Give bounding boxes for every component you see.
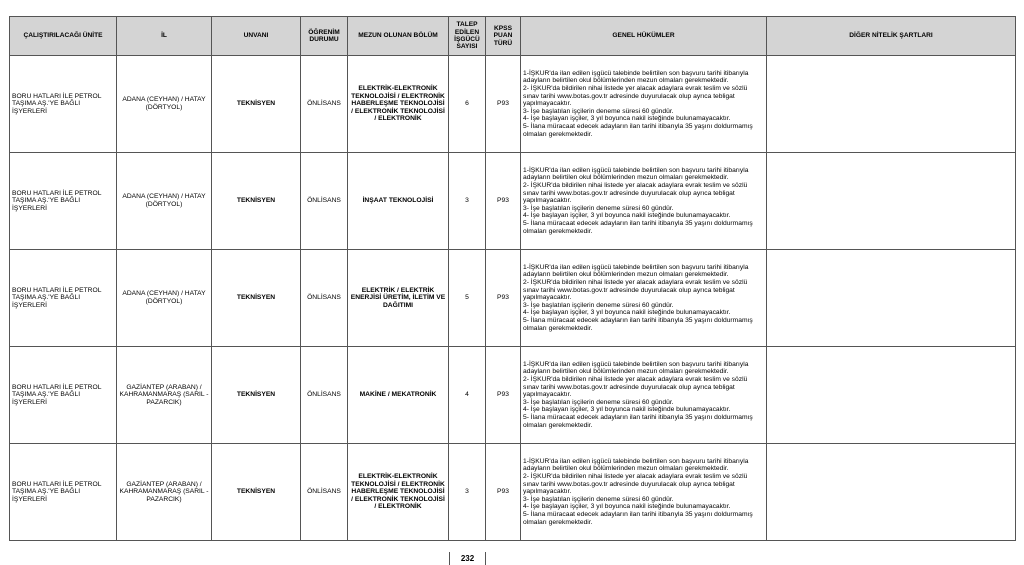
other-requirements-cell <box>767 153 1016 250</box>
count-cell: 6 <box>449 56 486 153</box>
unit-cell: BORU HATLARI İLE PETROL TAŞIMA AŞ.'YE BAĞLI İŞYERLERİ <box>10 153 117 250</box>
rule-item: 2- İŞKUR'da bildirilen nihai listede yer alacak adaylara evrak teslim ve sözlü sınav tarihi www.botas.gov.tr adresinde duyurulacak olup ayrıca tebligat yapılmayacaktır. <box>523 85 748 108</box>
education-cell: ÖNLİSANS <box>301 444 348 541</box>
rule-item: 1-İŞKUR'da ilan edilen işgücü talebinde belirtilen son başvuru tarihi itibarıyla adayların belirtilen okul bölümlerinden mezun olmaları gerekmektedir. <box>523 263 749 279</box>
rule-item: 1-İŞKUR'da ilan edilen işgücü talebinde belirtilen son başvuru tarihi itibarıyla adayların belirtilen okul bölümlerinden mezun olmaları gerekmektedir. <box>523 457 749 473</box>
department-cell: MAKİNE / MEKATRONİK <box>348 347 449 444</box>
unit-cell: BORU HATLARI İLE PETROL TAŞIMA AŞ.'YE BAĞLI İŞYERLERİ <box>10 347 117 444</box>
rule-item: 5- İlana müracaat edecek adayların ilan tarihi itibarıyla 35 yaşını doldurmamış olmaları gerekmektedir. <box>523 316 753 332</box>
education-cell: ÖNLİSANS <box>301 347 348 444</box>
department-cell: ELEKTRİK-ELEKTRONİK TEKNOLOJİSİ / ELEKTRONİK HABERLEŞME TEKNOLOJİSİ / ELEKTRONİK TEKNOLOJİSİ / ELEKTRONİK <box>348 56 449 153</box>
rule-item: 1-İŞKUR'da ilan edilen işgücü talebinde belirtilen son başvuru tarihi itibarıyla adayların belirtilen okul bölümlerinden mezun olmaları gerekmektedir. <box>523 166 749 182</box>
unit-cell: BORU HATLARI İLE PETROL TAŞIMA AŞ.'YE BAĞLI İŞYERLERİ <box>10 444 117 541</box>
kpss-cell: P93 <box>486 444 521 541</box>
rule-item: 4- İşe başlayan işçiler, 3 yıl boyunca nakil isteğinde bulunamayacaktır. <box>523 212 731 220</box>
count-cell: 3 <box>449 444 486 541</box>
rule-item: 4- İşe başlayan işçiler, 3 yıl boyunca nakil isteğinde bulunamayacaktır. <box>523 503 731 511</box>
rule-item: 5- İlana müracaat edecek adayların ilan tarihi itibarıyla 35 yaşını doldurmamış olmaları gerekmektedir. <box>523 413 753 429</box>
rule-item: 4- İşe başlayan işçiler, 3 yıl boyunca nakil isteğinde bulunamayacaktır. <box>523 309 731 317</box>
rule-item: 5- İlana müracaat edecek adayların ilan tarihi itibarıyla 35 yaşını doldurmamış olmaları gerekmektedir. <box>523 122 753 138</box>
header-city: İL <box>117 17 212 56</box>
rule-item: 3- İşe başlatılan işçilerin deneme süresi 60 gündür. <box>523 398 674 406</box>
rule-item: 2- İŞKUR'da bildirilen nihai listede yer alacak adaylara evrak teslim ve sözlü sınav tarihi www.botas.gov.tr adresinde duyurulacak olup ayrıca tebligat yapılmayacaktır. <box>523 376 748 399</box>
title-cell: TEKNİSYEN <box>212 56 301 153</box>
title-cell: TEKNİSYEN <box>212 444 301 541</box>
header-title: UNVANI <box>212 17 301 56</box>
other-requirements-cell <box>767 56 1016 153</box>
header-department: MEZUN OLUNAN BÖLÜM <box>348 17 449 56</box>
rule-item: 3- İşe başlatılan işçilerin deneme süresi 60 gündür. <box>523 495 674 503</box>
table-row <box>10 347 1016 444</box>
table-row <box>10 56 1016 153</box>
table-row <box>10 250 1016 347</box>
department-cell: ELEKTRİK-ELEKTRONİK TEKNOLOJİSİ / ELEKTRONİK HABERLEŞME TEKNOLOJİSİ / ELEKTRONİK TEKNOLOJİSİ / ELEKTRONİK <box>348 444 449 541</box>
rule-item: 2- İŞKUR'da bildirilen nihai listede yer alacak adaylara evrak teslim ve sözlü sınav tarihi www.botas.gov.tr adresinde duyurulacak olup ayrıca tebligat yapılmayacaktır. <box>523 182 748 205</box>
rule-item: 2- İŞKUR'da bildirilen nihai listede yer alacak adaylara evrak teslim ve sözlü sınav tarihi www.botas.gov.tr adresinde duyurulacak olup ayrıca tebligat yapılmayacaktır. <box>523 473 748 496</box>
header-unit: ÇALIŞTIRILACAĞI ÜNİTE <box>10 17 117 56</box>
education-cell: ÖNLİSANS <box>301 153 348 250</box>
job-listing-table <box>9 16 1016 541</box>
count-cell: 3 <box>449 153 486 250</box>
city-cell: GAZİANTEP (ARABAN) / KAHRAMANMARAŞ (SARIL - PAZARCIK) <box>117 444 212 541</box>
rule-item: 5- İlana müracaat edecek adayların ilan tarihi itibarıyla 35 yaşını doldurmamış olmaları gerekmektedir. <box>523 219 753 235</box>
city-cell: ADANA (CEYHAN) / HATAY (DÖRTYOL) <box>117 153 212 250</box>
city-cell: ADANA (CEYHAN) / HATAY (DÖRTYOL) <box>117 56 212 153</box>
header-other-requirements: DİĞER NİTELİK ŞARTLARI <box>767 17 1016 56</box>
table-row <box>10 444 1016 541</box>
general-rules-cell <box>521 153 767 250</box>
city-cell: GAZİANTEP (ARABAN) / KAHRAMANMARAŞ (SARIL - PAZARCIK) <box>117 347 212 444</box>
city-cell: ADANA (CEYHAN) / HATAY (DÖRTYOL) <box>117 250 212 347</box>
rule-item: 3- İşe başlatılan işçilerin deneme süresi 60 gündür. <box>523 301 674 309</box>
general-rules-cell <box>521 250 767 347</box>
general-rules-cell <box>521 444 767 541</box>
kpss-cell: P93 <box>486 347 521 444</box>
table-header-row <box>10 17 1016 56</box>
header-kpss: KPSS PUAN TÜRÜ <box>486 17 521 56</box>
rule-item: 3- İşe başlatılan işçilerin deneme süresi 60 gündür. <box>523 204 674 212</box>
title-cell: TEKNİSYEN <box>212 347 301 444</box>
other-requirements-cell <box>767 250 1016 347</box>
rule-item: 5- İlana müracaat edecek adayların ilan tarihi itibarıyla 35 yaşını doldurmamış olmaları gerekmektedir. <box>523 510 753 526</box>
general-rules-cell <box>521 56 767 153</box>
kpss-cell: P93 <box>486 153 521 250</box>
unit-cell: BORU HATLARI İLE PETROL TAŞIMA AŞ.'YE BAĞLI İŞYERLERİ <box>10 56 117 153</box>
rule-item: 1-İŞKUR'da ilan edilen işgücü talebinde belirtilen son başvuru tarihi itibarıyla adayların belirtilen okul bölümlerinden mezun olmaları gerekmektedir. <box>523 69 749 85</box>
unit-cell: BORU HATLARI İLE PETROL TAŞIMA AŞ.'YE BAĞLI İŞYERLERİ <box>10 250 117 347</box>
department-cell: ELEKTRİK / ELEKTRİK ENERJİSİ ÜRETİM, İLETİM VE DAĞITIMI <box>348 250 449 347</box>
count-cell: 5 <box>449 250 486 347</box>
title-cell: TEKNİSYEN <box>212 250 301 347</box>
education-cell: ÖNLİSANS <box>301 56 348 153</box>
kpss-cell: P93 <box>486 250 521 347</box>
header-requested-count: TALEP EDİLEN İŞGÜCÜ SAYISI <box>449 17 486 56</box>
title-cell: TEKNİSYEN <box>212 153 301 250</box>
department-cell: İNŞAAT TEKNOLOJİSİ <box>348 153 449 250</box>
other-requirements-cell <box>767 347 1016 444</box>
rule-item: 3- İşe başlatılan işçilerin deneme süresi 60 gündür. <box>523 107 674 115</box>
kpss-cell: P93 <box>486 56 521 153</box>
rule-item: 1-İŞKUR'da ilan edilen işgücü talebinde belirtilen son başvuru tarihi itibarıyla adayların belirtilen okul bölümlerinden mezun olmaları gerekmektedir. <box>523 360 749 376</box>
rule-item: 2- İŞKUR'da bildirilen nihai listede yer alacak adaylara evrak teslim ve sözlü sınav tarihi www.botas.gov.tr adresinde duyurulacak olup ayrıca tebligat yapılmayacaktır. <box>523 279 748 302</box>
rule-item: 4- İşe başlayan işçiler, 3 yıl boyunca nakil isteğinde bulunamayacaktır. <box>523 115 731 123</box>
page-number: 232 <box>449 552 486 565</box>
general-rules-cell <box>521 347 767 444</box>
header-education: ÖĞRENİM DURUMU <box>301 17 348 56</box>
count-cell: 4 <box>449 347 486 444</box>
other-requirements-cell <box>767 444 1016 541</box>
header-general-rules: GENEL HÜKÜMLER <box>521 17 767 56</box>
education-cell: ÖNLİSANS <box>301 250 348 347</box>
rule-item: 4- İşe başlayan işçiler, 3 yıl boyunca nakil isteğinde bulunamayacaktır. <box>523 406 731 414</box>
table-row <box>10 153 1016 250</box>
